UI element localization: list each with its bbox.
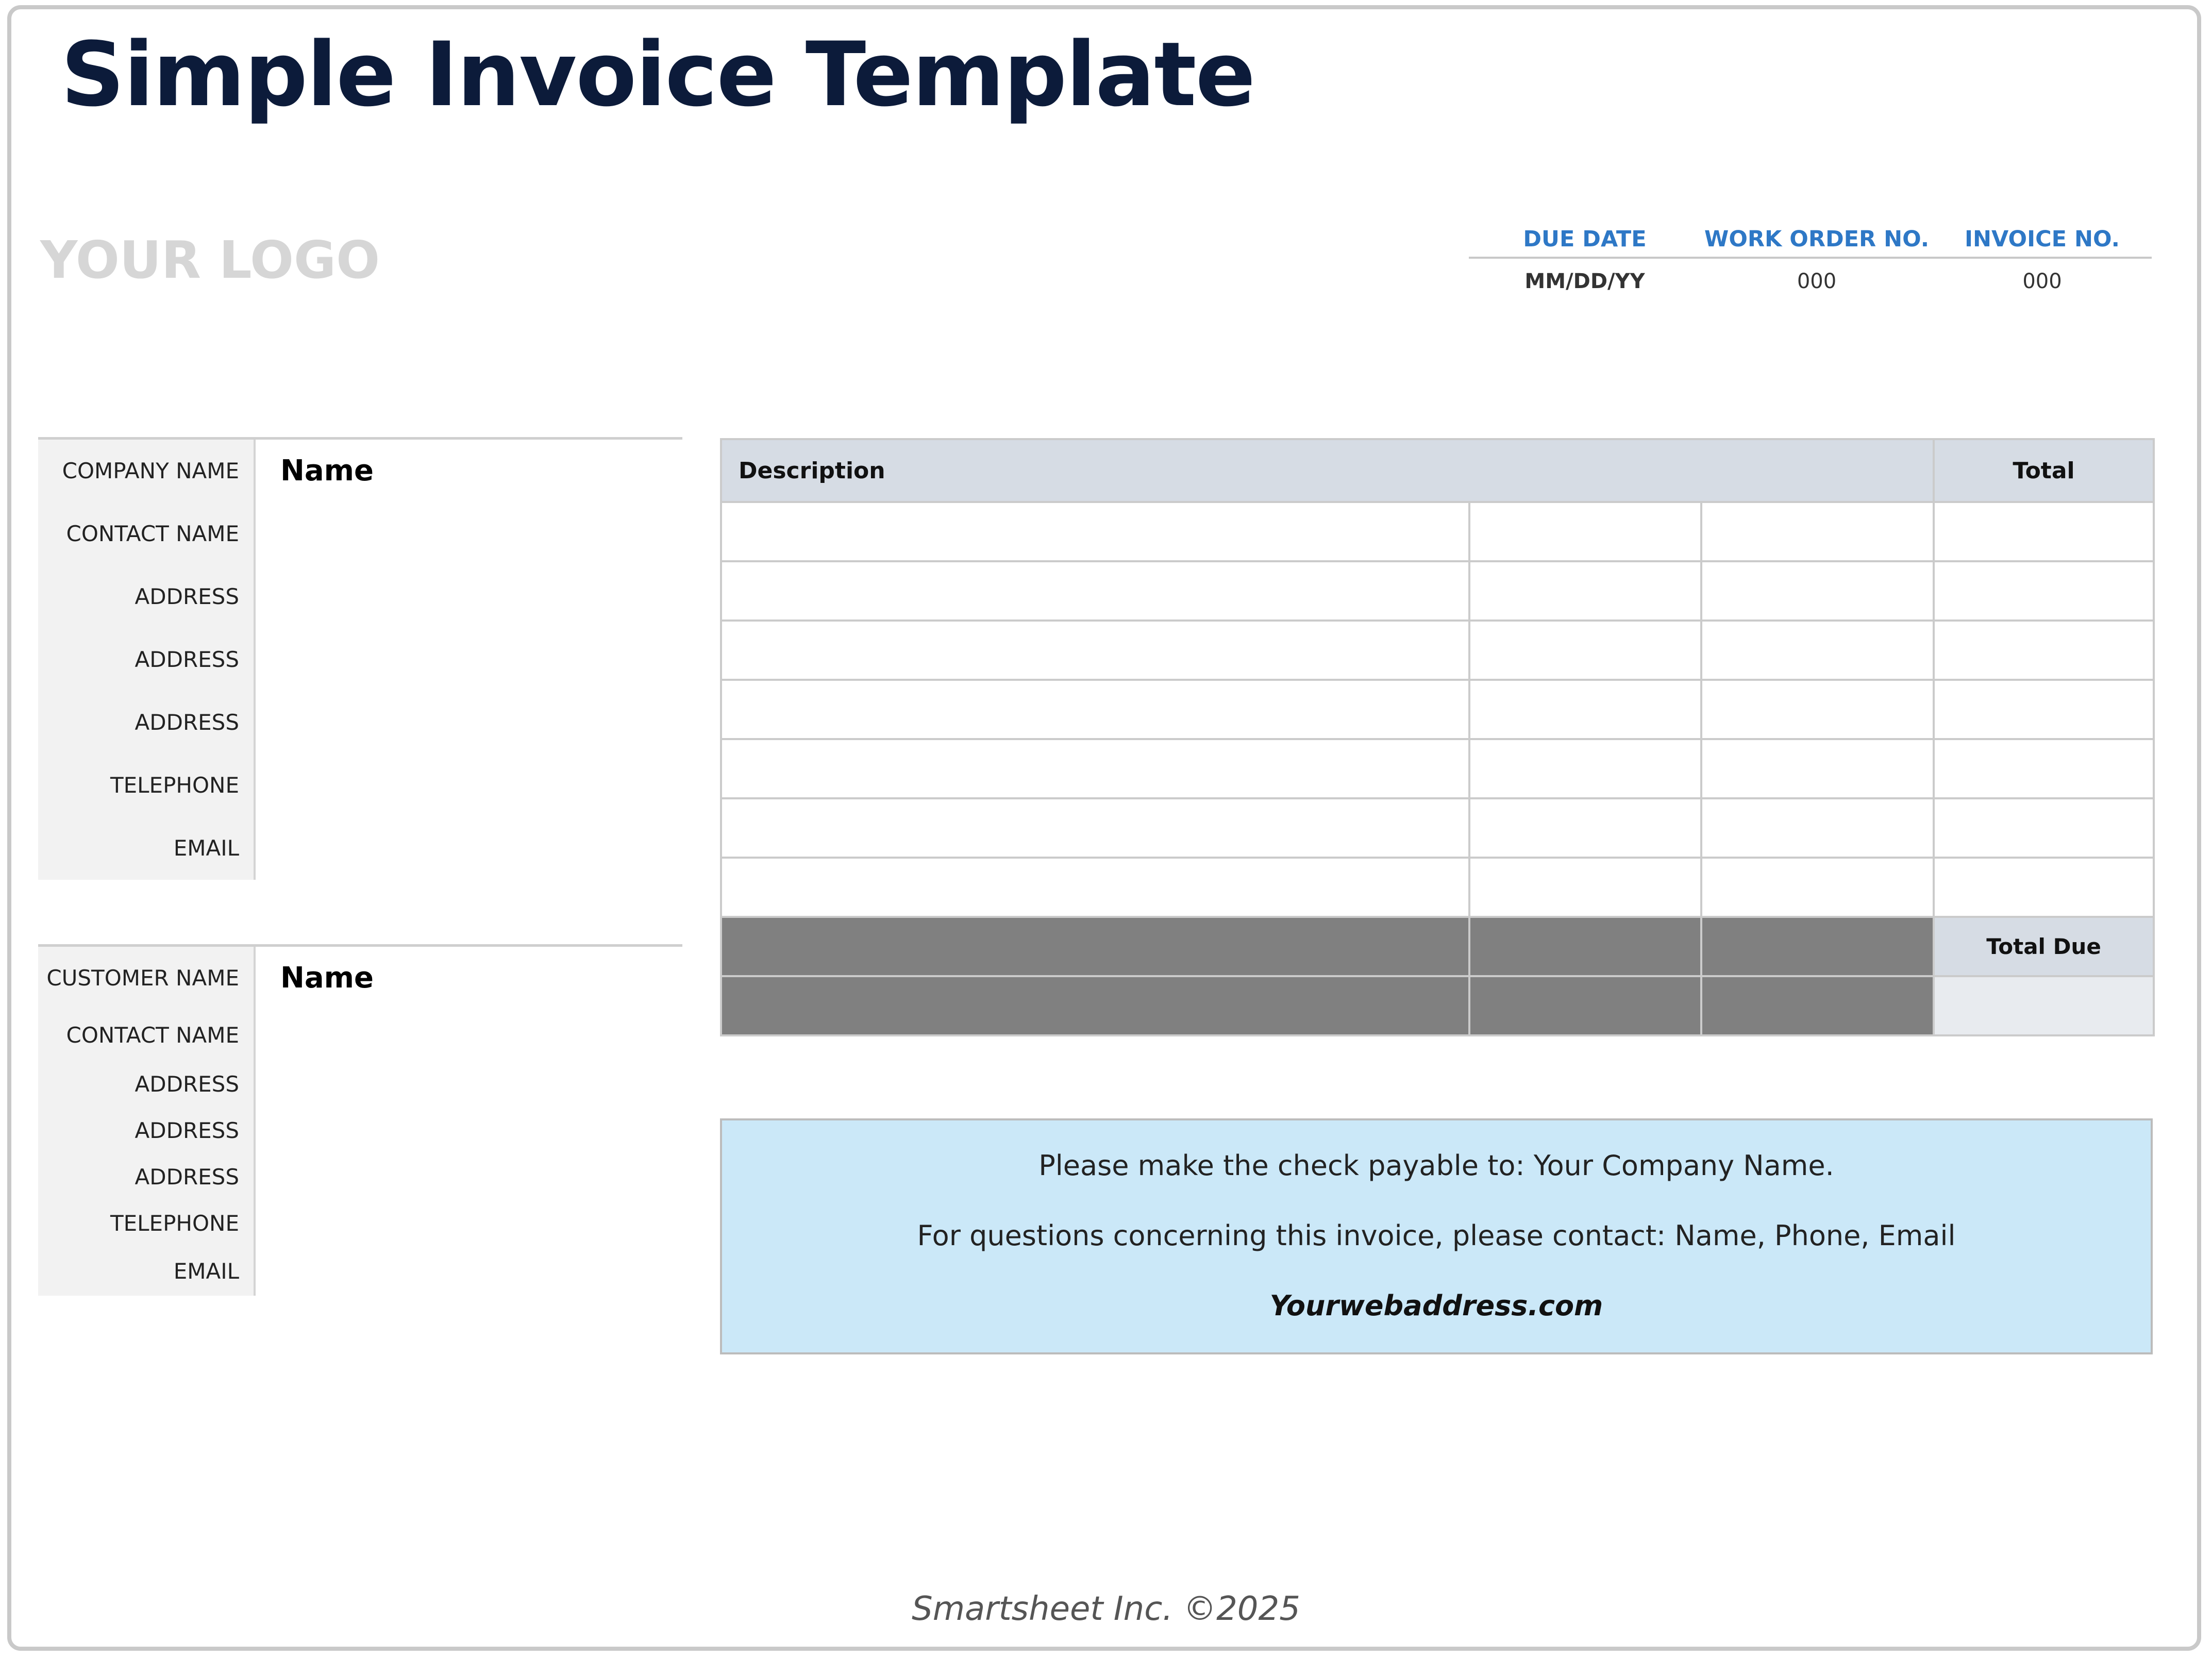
customer-telephone-field[interactable] [256, 1200, 682, 1247]
customer-name-row [38, 947, 682, 1010]
total-due-value-row [721, 976, 2154, 1035]
item-cell[interactable] [1469, 621, 1701, 680]
item-cell[interactable] [1701, 798, 1934, 858]
customer-email-row [38, 1247, 682, 1296]
website-link[interactable]: Yourwebaddress.com [1269, 1289, 1603, 1322]
item-cell[interactable] [1701, 680, 1934, 739]
customer-address-row [38, 1154, 682, 1200]
description-cell[interactable] [721, 561, 1469, 621]
company-email-row [38, 817, 682, 880]
invoice-meta [1469, 222, 2152, 304]
company-telephone-field[interactable] [256, 754, 682, 817]
item-cell[interactable] [1469, 502, 1701, 561]
total-cell[interactable] [1934, 502, 2154, 561]
invoice-meta-header [1469, 222, 2152, 257]
description-cell[interactable] [721, 621, 1469, 680]
due-date-field[interactable]: MM/DD/YY [1524, 270, 1645, 293]
customer-email-field[interactable] [256, 1247, 682, 1296]
invoice-meta-values [1469, 259, 2152, 304]
customer-contact-label: CONTACT NAME [38, 1010, 256, 1061]
table-row [721, 858, 2154, 917]
customer-name-label: CUSTOMER NAME [38, 947, 256, 1010]
company-contact-row [38, 503, 682, 565]
work-order-header: WORK ORDER NO. [1704, 226, 1930, 252]
company-address-row [38, 628, 682, 691]
description-cell[interactable] [721, 502, 1469, 561]
company-email-field[interactable] [256, 817, 682, 880]
total-due-field[interactable] [1934, 976, 2154, 1035]
payment-note [720, 1118, 2153, 1354]
item-cell[interactable] [1469, 739, 1701, 798]
company-telephone-label: TELEPHONE [38, 754, 256, 817]
customer-info-block [38, 944, 682, 1296]
shaded-cell [1701, 917, 1934, 976]
due-date-header: DUE DATE [1523, 226, 1647, 252]
work-order-field[interactable]: 000 [1797, 270, 1837, 293]
company-email-label: EMAIL [38, 817, 256, 880]
invoice-items-table [720, 438, 2155, 1036]
total-header: Total [1934, 439, 2154, 502]
company-name-field[interactable]: Name [280, 454, 374, 488]
item-cell[interactable] [1469, 798, 1701, 858]
description-header: Description [721, 439, 1934, 502]
company-address-field[interactable] [256, 628, 682, 691]
customer-address-field[interactable] [256, 1108, 682, 1154]
company-address-field[interactable] [256, 691, 682, 754]
table-row [721, 502, 2154, 561]
page-title: Simple Invoice Template [61, 23, 1255, 126]
table-row [721, 561, 2154, 621]
company-address-label: ADDRESS [38, 628, 256, 691]
company-address-row [38, 565, 682, 628]
item-cell[interactable] [1469, 858, 1701, 917]
shaded-cell [1469, 976, 1701, 1035]
shaded-cell [1701, 976, 1934, 1035]
customer-address-field[interactable] [256, 1154, 682, 1200]
total-due-label-row [721, 917, 2154, 976]
company-address-label: ADDRESS [38, 691, 256, 754]
item-cell[interactable] [1469, 561, 1701, 621]
payable-to-text: Please make the check payable to: Your Company Name. [1038, 1149, 1834, 1182]
company-contact-label: CONTACT NAME [38, 503, 256, 565]
company-address-label: ADDRESS [38, 565, 256, 628]
company-telephone-row [38, 754, 682, 817]
total-cell[interactable] [1934, 561, 2154, 621]
company-contact-field[interactable] [256, 503, 682, 565]
table-row [721, 680, 2154, 739]
description-cell[interactable] [721, 680, 1469, 739]
total-cell[interactable] [1934, 739, 2154, 798]
copyright-footer: Smartsheet Inc. ©2025 [912, 1590, 1300, 1628]
company-name-label: COMPANY NAME [38, 440, 256, 503]
total-cell[interactable] [1934, 858, 2154, 917]
customer-address-row [38, 1061, 682, 1108]
total-cell[interactable] [1934, 798, 2154, 858]
invoice-no-header: INVOICE NO. [1965, 226, 2120, 252]
table-row [721, 798, 2154, 858]
customer-email-label: EMAIL [38, 1247, 256, 1296]
item-cell[interactable] [1701, 621, 1934, 680]
contact-text: For questions concerning this invoice, please contact: Name, Phone, Email [917, 1219, 1956, 1252]
customer-address-row [38, 1108, 682, 1154]
shaded-cell [1469, 917, 1701, 976]
customer-address-label: ADDRESS [38, 1061, 256, 1108]
customer-telephone-row [38, 1200, 682, 1247]
item-cell[interactable] [1701, 502, 1934, 561]
shaded-cell [721, 917, 1469, 976]
company-address-row [38, 691, 682, 754]
company-name-row [38, 440, 682, 503]
customer-name-field[interactable]: Name [280, 961, 374, 995]
company-info-block [38, 437, 682, 880]
invoice-no-field[interactable]: 000 [2022, 270, 2062, 293]
total-cell[interactable] [1934, 680, 2154, 739]
customer-contact-row [38, 1010, 682, 1061]
customer-address-field[interactable] [256, 1061, 682, 1108]
item-cell[interactable] [1701, 561, 1934, 621]
item-cell[interactable] [1701, 739, 1934, 798]
item-cell[interactable] [1701, 858, 1934, 917]
table-header-row [721, 439, 2154, 502]
description-cell[interactable] [721, 798, 1469, 858]
customer-address-label: ADDRESS [38, 1154, 256, 1200]
customer-contact-field[interactable] [256, 1010, 682, 1061]
total-cell[interactable] [1934, 621, 2154, 680]
table-row [721, 739, 2154, 798]
item-cell[interactable] [1469, 680, 1701, 739]
description-cell[interactable] [721, 858, 1469, 917]
total-due-label: Total Due [1934, 917, 2154, 976]
description-cell[interactable] [721, 739, 1469, 798]
customer-telephone-label: TELEPHONE [38, 1200, 256, 1247]
company-address-field[interactable] [256, 565, 682, 628]
customer-address-label: ADDRESS [38, 1108, 256, 1154]
logo-placeholder: YOUR LOGO [40, 230, 380, 290]
table-row [721, 621, 2154, 680]
shaded-cell [721, 976, 1469, 1035]
